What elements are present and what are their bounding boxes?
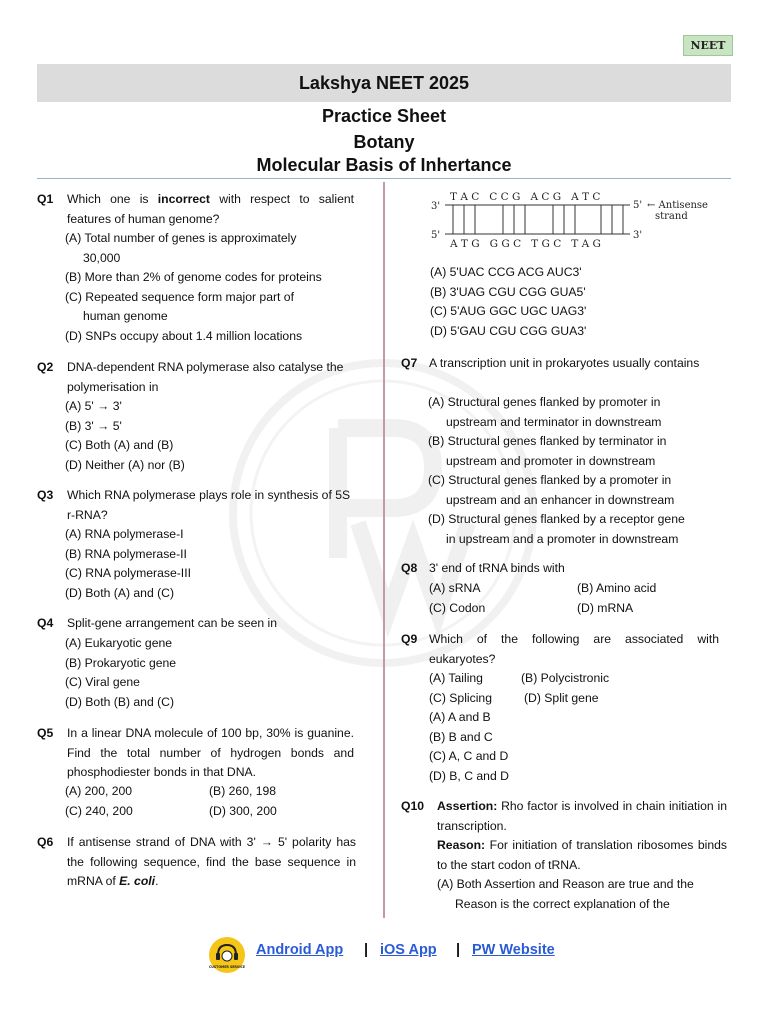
question-5	[37, 724, 355, 824]
logo-text: CUSTOMER SERVICE	[208, 965, 246, 969]
base-pair-rungs	[453, 205, 623, 234]
strand-label: strand	[655, 211, 688, 222]
banner-title: Lakshya NEET 2025	[37, 64, 731, 102]
question-number: Q5	[37, 726, 54, 740]
subject-title: Botany	[353, 132, 415, 152]
option-b[interactable]: (B) Amino acid	[577, 581, 657, 595]
question-number: Q7	[401, 356, 418, 370]
question-number: Q10	[401, 799, 425, 813]
option-d[interactable]: (D) Neither (A) nor (B)	[65, 457, 185, 472]
option-b[interactable]: (B) RNA polymerase-II	[65, 546, 187, 561]
antisense-sequence: T A C C C G A C G A T C	[450, 191, 601, 203]
question-text: DNA-dependent RNA polymerase also catalyse the polymerisation in	[67, 360, 344, 394]
option-c[interactable]: (C) RNA polymerase-III	[65, 566, 191, 580]
ios-app-link[interactable]: iOS App	[380, 942, 437, 958]
separator: |	[456, 942, 461, 958]
separator: |	[364, 942, 369, 958]
question-number: Q3	[37, 488, 54, 502]
item-c: (C) Splicing	[429, 690, 492, 705]
option-b[interactable]: (B) More than 2% of genome codes for proteins	[65, 270, 322, 284]
item-d: (D) Split gene	[524, 690, 599, 705]
question-number: Q8	[401, 561, 418, 575]
option-c-cont: upstream and an enhancer in downstream	[446, 492, 675, 507]
option-c[interactable]: (C) 5'AUG GGC UGC UAG3'	[430, 304, 587, 318]
question-10	[401, 797, 727, 917]
question-8	[401, 559, 721, 621]
option-c[interactable]: (C) Viral gene	[65, 675, 140, 689]
question-number: Q9	[401, 632, 418, 646]
question-7	[401, 354, 721, 554]
option-c[interactable]: (C) Codon	[429, 600, 486, 615]
option-a[interactable]: (A) 200, 200	[65, 784, 133, 798]
option-d[interactable]: (D) Both (A) and (C)	[65, 585, 175, 600]
question-6-options	[430, 263, 720, 345]
question-text: Split-gene arrangement can be seen in	[67, 616, 278, 630]
customer-service-logo-icon	[208, 936, 246, 974]
option-c-cont: human genome	[83, 309, 168, 323]
question-number: Q6	[37, 835, 54, 849]
option-b[interactable]: (B) 3' → 5'	[65, 418, 122, 433]
option-a[interactable]: (A) Total number of genes is approximately	[65, 231, 297, 245]
question-text: In a linear DNA molecule of 100 bp, 30% is guanine. Find the total number of hydrogen bonds and phosphodiester bonds in that DNA.	[67, 726, 354, 779]
option-a-cont: Reason is the correct explanation of the	[455, 896, 670, 911]
top-right-label: 5'	[633, 200, 643, 211]
bottom-left-label: 5'	[431, 230, 441, 241]
question-9	[401, 630, 721, 790]
option-a[interactable]: (A) sRNA	[429, 581, 481, 595]
dna-strand-diagram	[425, 186, 715, 250]
option-c[interactable]: (C) A, C and D	[429, 749, 509, 763]
question-2	[37, 358, 355, 478]
option-a[interactable]: (A) 5'UAC CCG ACG AUC3'	[430, 265, 582, 279]
option-d-cont: in upstream and a promoter in downstream	[446, 531, 679, 546]
question-number: Q2	[37, 360, 54, 374]
item-a: (A) Tailing	[429, 671, 483, 685]
question-3	[37, 486, 355, 606]
option-c[interactable]: (C) Structural genes flanked by a promoter in	[428, 473, 672, 487]
option-d[interactable]: (D) SNPs occupy about 1.4 million locations	[65, 328, 303, 343]
option-a-cont: upstream and terminator in downstream	[446, 414, 662, 429]
pw-website-link[interactable]: PW Website	[472, 942, 555, 958]
top-left-label: 3'	[431, 201, 441, 212]
option-b[interactable]: (B) Structural genes flanked by terminator in	[428, 434, 667, 448]
question-text: If antisense strand of DNA with 3' → 5' polarity has the following sequence, find the base sequence in mRNA of E. coli.	[67, 835, 356, 888]
option-a[interactable]: (A) Structural genes flanked by promoter in	[428, 395, 661, 409]
option-d[interactable]: (D) 5'GAU CGU CGG GUA3'	[430, 323, 587, 338]
option-d[interactable]: (D) mRNA	[577, 600, 634, 615]
chapter-title: Molecular Basis of Inhertance	[256, 155, 512, 175]
question-text: Which one is incorrect with respect to salient features of human genome?	[67, 192, 355, 226]
question-4	[37, 614, 355, 714]
header-divider	[37, 178, 731, 179]
question-number: Q1	[37, 192, 54, 206]
option-b[interactable]: (B) Prokaryotic gene	[65, 655, 177, 670]
option-a[interactable]: (A) 5' → 3'	[65, 399, 122, 413]
option-a-cont: 30,000	[83, 250, 121, 265]
option-c[interactable]: (C) Both (A) and (B)	[65, 438, 174, 452]
assertion-text: Assertion: Rho factor is involved in chain initiation in transcription.	[437, 799, 727, 833]
reason-text: Reason: For initiation of translation ribosomes binds to the start codon of tRNA.	[437, 838, 727, 872]
option-b[interactable]: (B) 260, 198	[209, 784, 277, 798]
antisense-label: ← Antisense	[647, 200, 708, 211]
question-text: A transcription unit in prokaryotes usually contains	[429, 356, 700, 370]
question-1	[37, 190, 355, 350]
android-app-link[interactable]: Android App	[256, 942, 344, 958]
item-b: (B) Polycistronic	[521, 671, 610, 685]
option-a[interactable]: (A) RNA polymerase-I	[65, 527, 184, 541]
neet-badge: NEET	[683, 35, 733, 56]
question-text: Which RNA polymerase plays role in synthesis of 5S r-RNA?	[67, 488, 351, 522]
column-divider	[383, 182, 385, 918]
option-d[interactable]: (D) Structural genes flanked by a receptor gene	[428, 512, 685, 526]
option-a[interactable]: (A) A and B	[429, 710, 491, 724]
option-d[interactable]: (D) B, C and D	[429, 768, 509, 783]
question-6	[37, 833, 357, 895]
footer-links	[0, 935, 768, 975]
option-c[interactable]: (C) Repeated sequence form major part of	[65, 289, 294, 304]
question-text: Which of the following are associated with eukaryotes?	[429, 632, 719, 666]
option-c[interactable]: (C) 240, 200	[65, 803, 133, 818]
option-b-cont: upstream and promoter in downstream	[446, 453, 656, 468]
option-d[interactable]: (D) Both (B) and (C)	[65, 694, 175, 709]
option-b[interactable]: (B) 3'UAG CGU CGG GUA5'	[430, 284, 586, 299]
option-d[interactable]: (D) 300, 200	[209, 803, 277, 818]
sheet-title: Practice Sheet	[321, 106, 447, 126]
option-a[interactable]: (A) Eukaryotic gene	[65, 636, 173, 650]
question-number: Q4	[37, 616, 54, 630]
sense-sequence: A T G G G C T G C T A G	[450, 238, 601, 250]
option-a[interactable]: (A) Both Assertion and Reason are true and the	[437, 877, 694, 891]
option-b[interactable]: (B) B and C	[429, 729, 493, 744]
bottom-right-label: 3'	[633, 230, 643, 241]
question-text: 3' end of tRNA binds with	[429, 561, 565, 575]
